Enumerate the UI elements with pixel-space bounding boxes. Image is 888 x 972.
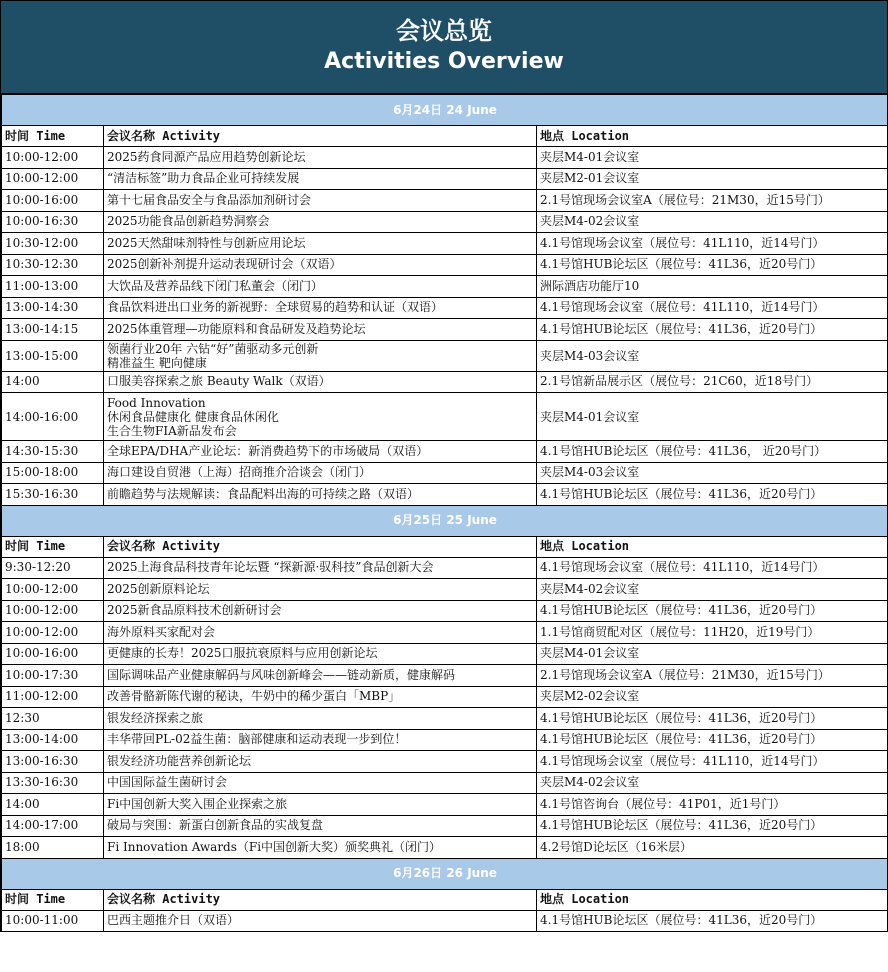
cell-time: 10:00-12:00	[2, 600, 104, 622]
table-row	[2, 557, 888, 579]
column-header-row	[2, 889, 888, 910]
activity-line: 2025上海食品科技青年论坛暨 “探新源·驭科技”食品创新大会	[107, 560, 434, 575]
cell-time: 14:00-17:00	[2, 815, 104, 837]
activity-line: 休闲食品健康化 健康食品休闲化	[107, 409, 279, 424]
cell-location: 2.1号馆新品展示区（展位号：21C60，近18号门）	[537, 371, 888, 393]
activity-line: 破局与突围：新蛋白创新食品的实战复盘	[107, 818, 324, 833]
activity-line: Food Innovation	[107, 395, 206, 410]
column-header-row	[2, 126, 888, 147]
table-row	[2, 751, 888, 773]
activity-line: 2025创新原料论坛	[107, 581, 210, 596]
cell-time: 13:00-15:00	[2, 340, 104, 371]
date-row	[2, 858, 888, 889]
cell-location: 4.1号馆HUB论坛区（展位号：41L36，近20号门）	[537, 910, 888, 932]
cell-time: 14:00-16:00	[2, 393, 104, 441]
column-header-time: 时间 Time	[2, 126, 104, 147]
cell-time: 9:30-12:20	[2, 557, 104, 579]
activity-line: 更健康的长寿！2025口服抗衰原料与应用创新论坛	[107, 646, 378, 661]
cell-time: 10:30-12:00	[2, 233, 104, 255]
activity-line: 生合生物FIA新品发布会	[107, 423, 237, 438]
table-row	[2, 297, 888, 319]
cell-activity	[104, 441, 537, 463]
table-row	[2, 393, 888, 441]
cell-activity	[104, 600, 537, 622]
cell-time: 14:00	[2, 371, 104, 393]
cell-activity	[104, 168, 537, 190]
activity-line: 改善骨骼新陈代谢的秘诀，牛奶中的稀少蛋白「MBP」	[107, 689, 401, 704]
cell-location: 4.2号馆D论坛区（16米层）	[537, 837, 888, 859]
cell-location: 4.1号馆HUB论坛区（展位号：41L36， 近20号门）	[537, 441, 888, 463]
table-row	[2, 837, 888, 859]
cell-time: 14:30-15:30	[2, 441, 104, 463]
cell-location: 4.1号馆HUB论坛区（展位号：41L36，近20号门）	[537, 600, 888, 622]
page-header	[1, 1, 887, 94]
cell-time: 10:00-12:00	[2, 622, 104, 644]
cell-activity	[104, 233, 537, 255]
column-header-activity: 会议名称 Activity	[104, 536, 537, 557]
date-label: 6月26日 26 June	[2, 858, 888, 889]
schedule-table	[1, 94, 888, 932]
cell-activity	[104, 147, 537, 169]
activity-line: 2025新食品原料技术创新研讨会	[107, 603, 282, 618]
cell-location: 4.1号馆现场会议室（展位号：41L110，近14号门）	[537, 233, 888, 255]
activity-line: 前瞻趋势与法规解读：食品配料出海的可持续之路（双语）	[107, 486, 420, 501]
activity-line: 银发经济探索之旅	[107, 710, 204, 725]
table-row	[2, 254, 888, 276]
table-row	[2, 794, 888, 816]
cell-activity	[104, 729, 537, 751]
cell-activity	[104, 794, 537, 816]
table-row	[2, 462, 888, 484]
cell-location: 4.1号馆HUB论坛区（展位号：41L36，近20号门）	[537, 484, 888, 506]
cell-activity	[104, 319, 537, 341]
cell-activity	[104, 643, 537, 665]
table-row	[2, 579, 888, 601]
cell-location: 4.1号馆HUB论坛区（展位号：41L36，近20号门）	[537, 708, 888, 730]
cell-location: 夹层M2-01会议室	[537, 168, 888, 190]
activity-line: 大饮品及营养品线下闭门私董会（闭门）	[107, 278, 324, 293]
cell-location: 4.1号馆HUB论坛区（展位号：41L36，近20号门）	[537, 815, 888, 837]
cell-time: 10:00-11:00	[2, 910, 104, 932]
table-row	[2, 729, 888, 751]
cell-activity	[104, 190, 537, 212]
cell-location: 4.1号馆现场会议室（展位号：41L110，近14号门）	[537, 557, 888, 579]
cell-time: 11:00-13:00	[2, 276, 104, 298]
column-header-location: 地点 Location	[537, 536, 888, 557]
cell-activity	[104, 686, 537, 708]
table-row	[2, 233, 888, 255]
cell-time: 18:00	[2, 837, 104, 859]
activity-line: 全球EPA/DHA产业论坛：新消费趋势下的市场破局（双语）	[107, 443, 429, 458]
cell-activity	[104, 579, 537, 601]
cell-time: 10:00-16:00	[2, 643, 104, 665]
table-row	[2, 643, 888, 665]
activity-line: 海外原料买家配对会	[107, 624, 216, 639]
table-row	[2, 211, 888, 233]
cell-location: 2.1号馆现场会议室A（展位号：21M30，近15号门）	[537, 190, 888, 212]
cell-location: 4.1号馆现场会议室（展位号：41L110，近14号门）	[537, 751, 888, 773]
cell-location: 洲际酒店功能厅10	[537, 276, 888, 298]
cell-location: 夹层M4-02会议室	[537, 772, 888, 794]
cell-activity	[104, 276, 537, 298]
activity-line: 精准益生 靶向健康	[107, 355, 207, 370]
table-row	[2, 441, 888, 463]
activity-line: 巴西主题推介日（双语）	[107, 913, 240, 928]
table-row	[2, 772, 888, 794]
cell-location: 夹层M4-02会议室	[537, 579, 888, 601]
cell-location: 2.1号馆现场会议室A（展位号：21M30，近15号门）	[537, 665, 888, 687]
cell-location: 夹层M2-02会议室	[537, 686, 888, 708]
cell-activity	[104, 371, 537, 393]
cell-time: 11:00-12:00	[2, 686, 104, 708]
table-row	[2, 708, 888, 730]
cell-time: 15:30-16:30	[2, 484, 104, 506]
activity-line: 2025体重管理—功能原料和食品研发及趋势论坛	[107, 321, 366, 336]
cell-activity	[104, 708, 537, 730]
activity-line: 丰华带回PL-02益生菌：脑部健康和运动表现一步到位！	[107, 732, 407, 747]
date-label: 6月24日 24 June	[2, 95, 888, 126]
table-row	[2, 686, 888, 708]
column-header-time: 时间 Time	[2, 536, 104, 557]
column-header-location: 地点 Location	[537, 126, 888, 147]
activity-line: Fi中国创新大奖入围企业探索之旅	[107, 796, 288, 811]
activity-line: 口服美容探索之旅 Beauty Walk（双语）	[107, 374, 331, 389]
column-header-activity: 会议名称 Activity	[104, 126, 537, 147]
table-row	[2, 276, 888, 298]
cell-time: 10:30-12:30	[2, 254, 104, 276]
activity-line: 2025功能食品创新趋势洞察会	[107, 214, 270, 229]
title-english: Activities Overview	[324, 49, 564, 74]
cell-activity	[104, 910, 537, 932]
column-header-location: 地点 Location	[537, 889, 888, 910]
activity-line: 国际调味品产业健康解码与风味创新峰会——链动新质，健康解码	[107, 667, 456, 682]
table-row	[2, 340, 888, 371]
date-row	[2, 95, 888, 126]
cell-activity	[104, 837, 537, 859]
activity-line: 海口建设自贸港（上海）招商推介洽谈会（闭门）	[107, 465, 372, 480]
table-row	[2, 319, 888, 341]
cell-time: 10:00-16:30	[2, 211, 104, 233]
cell-time: 14:00	[2, 794, 104, 816]
cell-location: 4.1号馆现场会议室（展位号：41L110，近14号门）	[537, 297, 888, 319]
activity-line: Fi Innovation Awards（Fi中国创新大奖）颁奖典礼（闭门）	[107, 839, 442, 854]
cell-activity	[104, 815, 537, 837]
cell-activity	[104, 297, 537, 319]
cell-activity	[104, 751, 537, 773]
table-row	[2, 622, 888, 644]
cell-activity	[104, 484, 537, 506]
cell-location: 夹层M4-01会议室	[537, 147, 888, 169]
date-label: 6月25日 25 June	[2, 505, 888, 536]
cell-activity	[104, 211, 537, 233]
column-header-activity: 会议名称 Activity	[104, 889, 537, 910]
cell-time: 13:00-16:30	[2, 751, 104, 773]
cell-time: 13:30-16:30	[2, 772, 104, 794]
activity-line: 2025药食同源产品应用趋势创新论坛	[107, 149, 306, 164]
table-row	[2, 371, 888, 393]
activity-line: 领菌行业20年 六钻“好”菌驱动多元创新	[107, 341, 319, 356]
cell-location: 夹层M4-01会议室	[537, 393, 888, 441]
cell-time: 12:30	[2, 708, 104, 730]
activity-line: 食品饮料进出口业务的新视野：全球贸易的趋势和认证（双语）	[107, 300, 444, 315]
column-header-time: 时间 Time	[2, 889, 104, 910]
table-row	[2, 484, 888, 506]
cell-activity	[104, 462, 537, 484]
table-row	[2, 815, 888, 837]
cell-location: 夹层M4-02会议室	[537, 211, 888, 233]
cell-location: 4.1号馆HUB论坛区（展位号：41L36，近20号门）	[537, 319, 888, 341]
cell-location: 1.1号馆商贸配对区（展位号：11H20，近19号门）	[537, 622, 888, 644]
cell-location: 夹层M4-03会议室	[537, 462, 888, 484]
activity-line: 银发经济功能营养创新论坛	[107, 753, 252, 768]
cell-time: 13:00-14:30	[2, 297, 104, 319]
cell-activity	[104, 557, 537, 579]
table-row	[2, 910, 888, 932]
cell-time: 10:00-17:30	[2, 665, 104, 687]
table-row	[2, 147, 888, 169]
title-chinese: 会议总览	[396, 17, 492, 45]
cell-time: 10:00-12:00	[2, 147, 104, 169]
table-row	[2, 190, 888, 212]
cell-location: 夹层M4-01会议室	[537, 643, 888, 665]
activity-line: 第十七届食品安全与食品添加剂研讨会	[107, 192, 312, 207]
cell-activity	[104, 340, 537, 371]
column-header-row	[2, 536, 888, 557]
cell-time: 10:00-12:00	[2, 168, 104, 190]
cell-time: 15:00-18:00	[2, 462, 104, 484]
activity-line: 中国国际益生菌研讨会	[107, 775, 228, 790]
cell-activity	[104, 622, 537, 644]
cell-time: 13:00-14:15	[2, 319, 104, 341]
date-row	[2, 505, 888, 536]
table-row	[2, 168, 888, 190]
cell-activity	[104, 254, 537, 276]
cell-time: 13:00-14:00	[2, 729, 104, 751]
activity-line: “清洁标签”助力食品企业可持续发展	[107, 171, 300, 186]
activity-line: 2025创新补剂提升运动表现研讨会（双语）	[107, 257, 342, 272]
cell-activity	[104, 393, 537, 441]
cell-location: 4.1号馆咨询台（展位号：41P01，近1号门）	[537, 794, 888, 816]
table-row	[2, 665, 888, 687]
cell-time: 10:00-16:00	[2, 190, 104, 212]
cell-activity	[104, 665, 537, 687]
cell-location: 夹层M4-03会议室	[537, 340, 888, 371]
table-row	[2, 600, 888, 622]
cell-time: 10:00-12:00	[2, 579, 104, 601]
cell-activity	[104, 772, 537, 794]
cell-location: 4.1号馆HUB论坛区（展位号：41L36，近20号门）	[537, 254, 888, 276]
activity-line: 2025天然甜味剂特性与创新应用论坛	[107, 235, 306, 250]
cell-location: 4.1号馆HUB论坛区（展位号：41L36，近20号门）	[537, 729, 888, 751]
